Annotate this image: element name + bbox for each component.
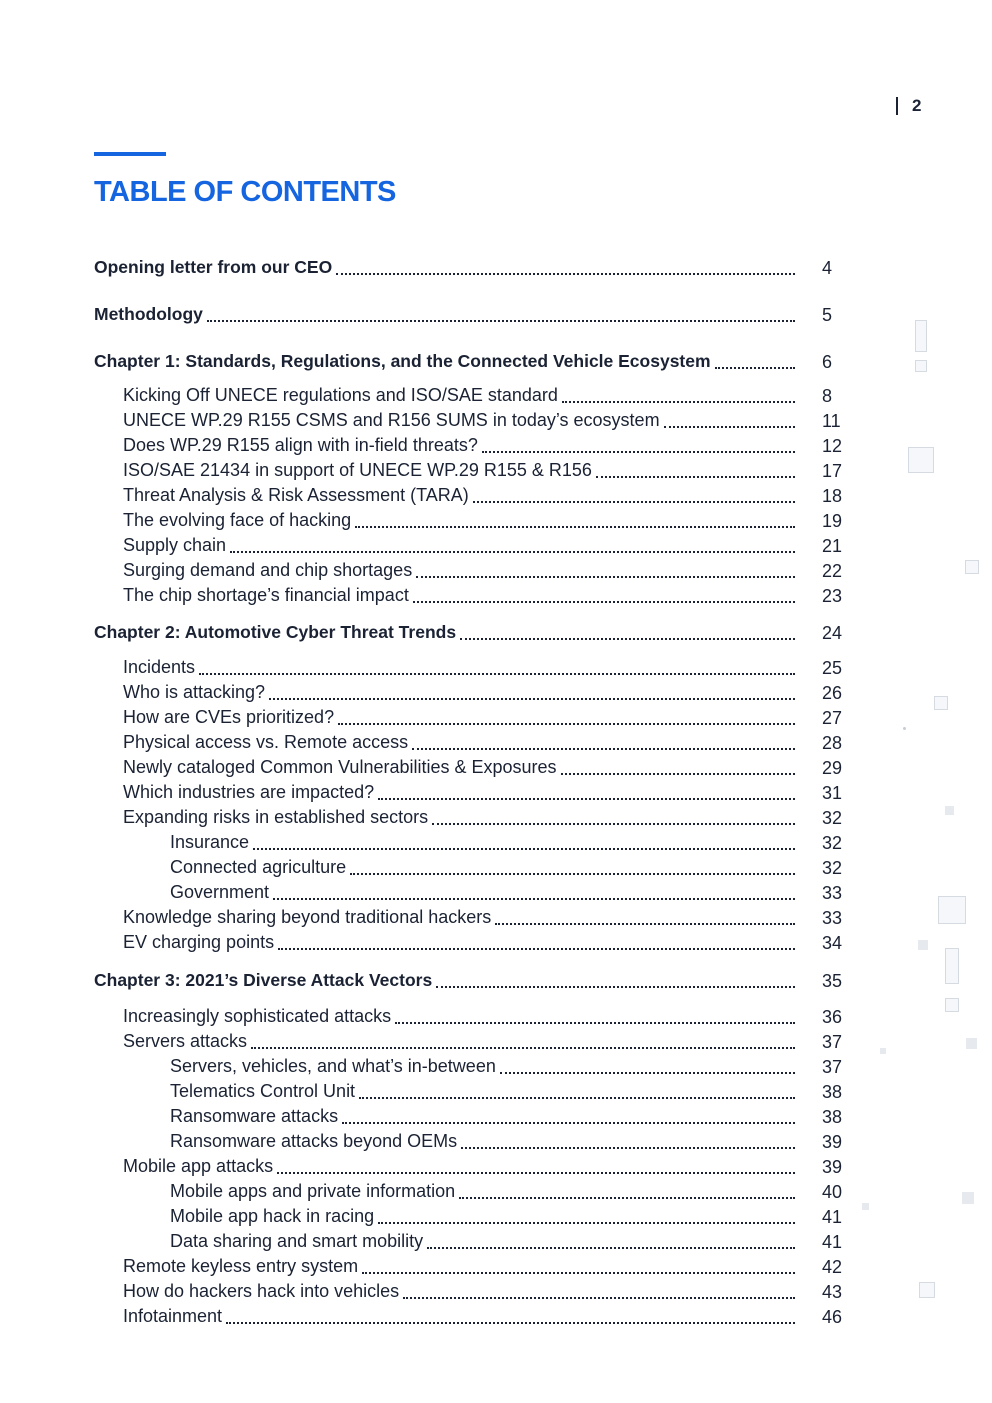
toc-entry[interactable] (170, 1081, 843, 1103)
toc-entry-page-number: 35 (822, 971, 843, 991)
toc-entry-label: Chapter 1: Standards, Regulations, and the Connected Vehicle Ecosystem (94, 351, 711, 371)
toc-entry[interactable] (123, 485, 843, 507)
toc-chapter-entry[interactable] (94, 622, 843, 644)
toc-dot-leader (273, 898, 795, 900)
toc-entry-page-number: 39 (822, 1157, 843, 1177)
toc-entry-label: Surging demand and chip shortages (123, 560, 413, 580)
toc-entry-page-number: 18 (822, 486, 843, 506)
toc-dot-leader (378, 1222, 795, 1224)
toc-entry-page-number: 36 (822, 1007, 843, 1027)
toc-dot-leader (664, 426, 795, 428)
toc-entry[interactable] (123, 757, 843, 779)
toc-dot-leader (416, 576, 795, 578)
toc-entry-label: Increasingly sophisticated attacks (123, 1006, 392, 1026)
decorative-square-icon (965, 560, 979, 574)
decorative-square-icon (919, 1282, 935, 1298)
toc-chapter-entry[interactable] (94, 351, 833, 373)
toc-entry-label: Opening letter from our CEO (94, 257, 333, 277)
toc-dot-leader (432, 823, 795, 825)
toc-entry[interactable] (123, 1031, 843, 1053)
toc-entry-page-number: 4 (822, 258, 833, 278)
toc-dot-leader (226, 1322, 795, 1324)
toc-dot-leader (413, 601, 795, 603)
toc-entry[interactable] (123, 460, 843, 482)
toc-dot-leader (277, 1172, 795, 1174)
toc-dot-leader (230, 551, 795, 553)
toc-entry-page-number: 26 (822, 683, 843, 703)
toc-entry[interactable] (170, 1231, 843, 1253)
toc-entry-page-number: 41 (822, 1232, 843, 1252)
toc-entry[interactable] (123, 1256, 843, 1278)
decorative-square-icon (915, 360, 927, 372)
toc-dot-leader (362, 1272, 795, 1274)
toc-entry-page-number: 39 (822, 1132, 843, 1152)
toc-entry-label: Incidents (123, 657, 196, 677)
toc-chapter-entry[interactable] (94, 970, 843, 992)
toc-entry-page-number: 21 (822, 536, 843, 556)
toc-dot-leader (395, 1022, 795, 1024)
toc-dot-leader (359, 1097, 795, 1099)
toc-entry-label: Kicking Off UNECE regulations and ISO/SAE standard (123, 385, 558, 405)
decorative-square-icon (918, 940, 928, 950)
toc-dot-leader (715, 367, 795, 369)
toc-dot-leader (403, 1297, 795, 1299)
toc-entry-label: How do hackers hack into vehicles (123, 1281, 400, 1301)
toc-dot-leader (495, 923, 795, 925)
decorative-dot-icon (903, 727, 906, 730)
toc-entry-label: Insurance (170, 832, 250, 852)
toc-entry-label: The evolving face of hacking (123, 510, 352, 530)
toc-entry-label: Expanding risks in established sectors (123, 807, 429, 827)
toc-entry[interactable] (123, 732, 843, 754)
toc-entry-page-number: 17 (822, 461, 843, 481)
toc-entry-label: ISO/SAE 21434 in support of UNECE WP.29 R155 & R156 (123, 460, 592, 480)
toc-dot-leader (338, 723, 795, 725)
toc-entry-label: Connected agriculture (170, 857, 347, 877)
toc-dot-leader (482, 451, 795, 453)
toc-dot-leader (562, 401, 795, 403)
toc-entry[interactable] (170, 1206, 843, 1228)
toc-entry-page-number: 43 (822, 1282, 843, 1302)
toc-entry[interactable] (170, 1056, 843, 1078)
toc-entry-label: Government (170, 882, 270, 902)
toc-dot-leader (342, 1122, 795, 1124)
decorative-square-icon (945, 806, 954, 815)
toc-entry-label: Does WP.29 R155 align with in-field threats? (123, 435, 478, 455)
toc-entry-label: Supply chain (123, 535, 227, 555)
toc-entry-label: Data sharing and smart mobility (170, 1231, 424, 1251)
toc-chapter-entry[interactable] (94, 304, 833, 326)
decorative-square-icon (945, 998, 959, 1012)
toc-dot-leader (596, 476, 795, 478)
toc-dot-leader (251, 1047, 795, 1049)
toc-entry-page-number: 32 (822, 858, 843, 878)
toc-dot-leader (350, 873, 795, 875)
toc-entry[interactable] (123, 410, 841, 432)
toc-entry-page-number: 33 (822, 883, 843, 903)
toc-entry-label: Who is attacking? (123, 682, 266, 702)
toc-entry-label: Mobile app hack in racing (170, 1206, 375, 1226)
toc-dot-leader (278, 948, 795, 950)
toc-dot-leader (427, 1247, 795, 1249)
toc-entry-label: Knowledge sharing beyond traditional hackers (123, 907, 492, 927)
decorative-square-icon (966, 1038, 977, 1049)
toc-dot-leader (253, 848, 795, 850)
toc-entry[interactable] (123, 657, 843, 679)
toc-dot-leader (355, 526, 795, 528)
decorative-square-icon (962, 1192, 974, 1204)
toc-entry-page-number: 46 (822, 1307, 843, 1327)
toc-dot-leader (473, 501, 795, 503)
toc-entry-page-number: 32 (822, 833, 843, 853)
toc-entry-page-number: 33 (822, 908, 843, 928)
toc-entry-page-number: 34 (822, 933, 843, 953)
toc-entry[interactable] (170, 832, 843, 854)
toc-dot-leader (207, 320, 795, 322)
toc-entry-page-number: 5 (822, 305, 833, 325)
toc-entry-page-number: 27 (822, 708, 843, 728)
toc-entry-page-number: 29 (822, 758, 843, 778)
toc-entry-page-number: 8 (822, 386, 833, 406)
toc-entry-page-number: 37 (822, 1032, 843, 1052)
decorative-node-icon (938, 896, 966, 924)
toc-entry[interactable] (170, 1181, 843, 1203)
toc-entry-label: Telematics Control Unit (170, 1081, 356, 1101)
toc-entry-page-number: 38 (822, 1107, 843, 1127)
toc-entry[interactable] (123, 682, 843, 704)
toc-entry-page-number: 37 (822, 1057, 843, 1077)
toc-entry-page-number: 32 (822, 808, 843, 828)
toc-entry[interactable] (123, 435, 843, 457)
toc-entry-page-number: 6 (822, 352, 833, 372)
decorative-chip-icon (915, 320, 927, 352)
toc-entry-page-number: 25 (822, 658, 843, 678)
toc-entry[interactable] (123, 932, 843, 954)
toc-entry-label: Ransomware attacks beyond OEMs (170, 1131, 458, 1151)
toc-entry-page-number: 11 (822, 411, 841, 431)
decorative-chip-icon (945, 948, 959, 984)
toc-dot-leader (436, 986, 795, 988)
toc-entry[interactable] (123, 560, 843, 582)
page-number-text: 2 (912, 96, 922, 115)
toc-entry-label: Newly cataloged Common Vulnerabilities & Exposures (123, 757, 557, 777)
toc-entry-page-number: 12 (822, 436, 843, 456)
toc-entry[interactable] (170, 857, 843, 879)
toc-entry-label: Which industries are impacted? (123, 782, 375, 802)
toc-entry[interactable] (123, 585, 843, 607)
toc-entry-label: Mobile apps and private information (170, 1181, 456, 1201)
toc-entry[interactable] (123, 1006, 843, 1028)
toc-entry[interactable] (123, 535, 843, 557)
toc-entry[interactable] (170, 1131, 843, 1153)
toc-dot-leader (412, 748, 795, 750)
toc-entry-page-number: 42 (822, 1257, 843, 1277)
toc-entry[interactable] (170, 882, 843, 904)
toc-entry-page-number: 19 (822, 511, 843, 531)
toc-entry-page-number: 38 (822, 1082, 843, 1102)
toc-entry-label: How are CVEs prioritized? (123, 707, 335, 727)
toc-entry-page-number: 41 (822, 1207, 843, 1227)
toc-entry[interactable] (123, 907, 843, 929)
toc-entry-label: Chapter 2: Automotive Cyber Threat Trends (94, 622, 457, 642)
toc-entry[interactable] (123, 782, 843, 804)
toc-entry[interactable] (123, 510, 843, 532)
toc-entry[interactable] (123, 1306, 843, 1328)
toc-dot-leader (378, 798, 795, 800)
toc-entry-label: Infotainment (123, 1306, 223, 1326)
toc-entry-label: Methodology (94, 304, 203, 324)
toc-entry[interactable] (123, 807, 843, 829)
toc-dot-leader (500, 1072, 795, 1074)
toc-entry-page-number: 40 (822, 1182, 843, 1202)
toc-dot-leader (561, 773, 795, 775)
toc-chapter-entry[interactable] (94, 257, 833, 279)
toc-entry-label: Servers attacks (123, 1031, 248, 1051)
toc-entry-label: Remote keyless entry system (123, 1256, 359, 1276)
decorative-square-icon (880, 1048, 886, 1054)
toc-entry-label: Physical access vs. Remote access (123, 732, 409, 752)
toc-entry-label: Threat Analysis & Risk Assessment (TARA) (123, 485, 469, 505)
toc-entry[interactable] (123, 1156, 843, 1178)
toc-entry[interactable] (170, 1106, 843, 1128)
toc-dot-leader (461, 1147, 795, 1149)
toc-dot-leader (269, 698, 795, 700)
toc-entry-label: UNECE WP.29 R155 CSMS and R156 SUMS in today’s ecosystem (123, 410, 660, 430)
toc-entry[interactable] (123, 1281, 843, 1303)
decorative-square-icon (934, 696, 948, 710)
decorative-node-icon (908, 447, 934, 473)
toc-dot-leader (336, 273, 795, 275)
toc-entry-page-number: 24 (822, 623, 843, 643)
toc-entry[interactable] (123, 707, 843, 729)
toc-entry-label: Mobile app attacks (123, 1156, 274, 1176)
toc-entry-page-number: 22 (822, 561, 843, 581)
toc-entry-label: Servers, vehicles, and what’s in-between (170, 1056, 496, 1076)
page-title: TABLE OF CONTENTS (94, 176, 396, 208)
toc-dot-leader (199, 673, 795, 675)
toc-entry-page-number: 23 (822, 586, 843, 606)
toc-entry-label: EV charging points (123, 932, 275, 952)
toc-entry-label: The chip shortage’s financial impact (123, 585, 409, 605)
toc-dot-leader (460, 638, 795, 640)
toc-entry-label: Ransomware attacks (170, 1106, 339, 1126)
toc-entry[interactable] (123, 385, 833, 407)
toc-entry-label: Chapter 3: 2021’s Diverse Attack Vectors (94, 970, 433, 990)
toc-entry-page-number: 31 (822, 783, 843, 803)
toc-dot-leader (459, 1197, 795, 1199)
decorative-square-icon (862, 1203, 869, 1210)
toc-entry-page-number: 28 (822, 733, 843, 753)
